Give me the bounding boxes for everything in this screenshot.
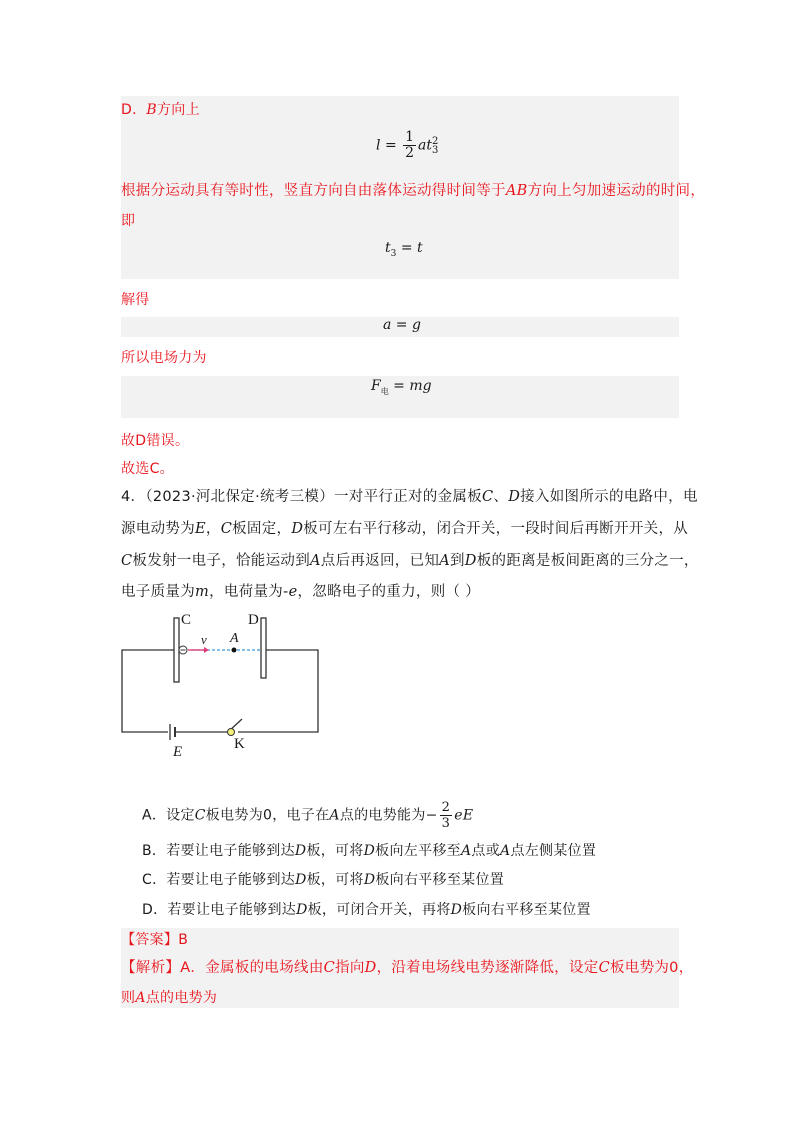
d-wrong-text: 故D错误。 — [121, 433, 190, 449]
analysis-line-2: 则A点的电势为 — [121, 990, 218, 1006]
answer-label: 【答案】B — [121, 932, 189, 948]
circuit-diagram — [118, 610, 328, 760]
choose-c-text: 故选C。 — [121, 461, 174, 477]
equation-a-equals-g: a = g — [383, 317, 421, 333]
equation-force-mg: $F_电$ = mg — [371, 378, 432, 396]
explanation-line-1: 根据分运动具有等时性，竖直方向自由落体运动得时间等于AB方向上匀加速运动的时间， — [121, 183, 706, 199]
option-d: D．若要让电子能够到达D板，可闭合开关，再将D板向右平移至某位置 — [142, 902, 591, 918]
label-e: E — [173, 744, 183, 760]
velocity-arrowhead — [204, 647, 209, 653]
label-c: C — [181, 612, 192, 628]
plate-c — [174, 618, 179, 682]
wire-left — [122, 650, 178, 732]
option-b: B．若要让电子能够到达D板，可将D板向左平移至A点或A点左侧某位置 — [142, 843, 597, 859]
question-line-3: C板发射一电子，恰能运动到A点后再返回，已知A到D板的距离是板间距离的三分之一， — [121, 553, 699, 569]
wire-right — [238, 650, 318, 732]
switch-terminal-icon — [228, 729, 235, 736]
question-line-1: 4．（2023·河北保定·统考三模）一对平行正对的金属板C、D接入如图所示的电路中，电 — [121, 489, 698, 505]
question-line-4: 电子质量为m，电荷量为-e，忽略电子的重力，则（ ） — [121, 584, 481, 600]
label-v: v — [201, 632, 207, 647]
label-k: K — [234, 736, 245, 752]
label-a: A — [230, 631, 239, 646]
question-line-2: 源电动势为E，C板固定，D板可左右平行移动，闭合开关，一段时间后再断开开关，从 — [121, 521, 689, 537]
explanation-line-2: 即 — [121, 213, 136, 229]
label-d: D — [248, 612, 259, 628]
force-label: 所以电场力为 — [121, 350, 207, 366]
option-a: A．设定C板电势为0，电子在A点的电势能为− $\frac{2}{3}$ eE — [142, 800, 474, 831]
point-a-dot — [232, 648, 237, 653]
equation-t3-equals-t: $t_3 = t$ — [385, 240, 423, 259]
plate-d — [261, 618, 266, 678]
equation-l-half-at3-squared: l = $\frac{1}{2}$ at 2 3 — [376, 129, 439, 161]
option-d-heading: D．B方向上 — [121, 102, 200, 118]
solve-label: 解得 — [121, 292, 150, 308]
analysis-line-1: 【解析】A．金属板的电场线由C指向D，沿着电场线电势逐渐降低，设定C板电势为0， — [121, 960, 694, 976]
option-c: C．若要让电子能够到达D板，可将D板向右平移至某位置 — [142, 872, 505, 888]
